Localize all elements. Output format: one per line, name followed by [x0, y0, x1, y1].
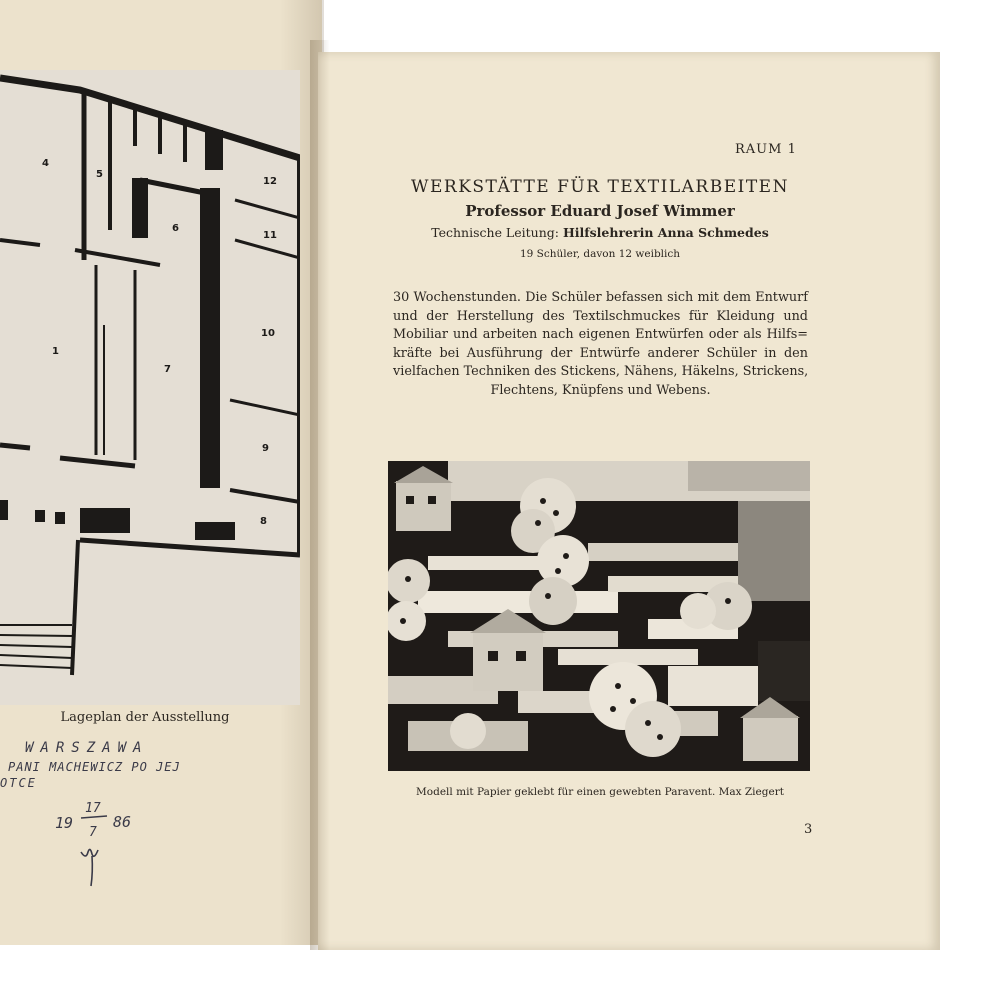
handwritten-note-line: WARSZAWA	[25, 740, 149, 756]
body-line: kräfte bei Ausführung der Entwürfe anderer Schüler in den	[393, 345, 808, 361]
handwritten-date	[55, 796, 145, 846]
svg-text:86: 86	[113, 813, 132, 831]
body-line: 30 Wochenstunden. Die Schüler befassen sich mit dem Entwurf	[393, 290, 808, 305]
handwritten-note-line: OTCE	[0, 776, 37, 790]
page-title: WERKSTÄTTE FÜR TEXTILARBEITEN	[411, 177, 789, 197]
svg-text:17: 17	[85, 801, 101, 816]
signature	[78, 842, 108, 890]
body-line: vielfachen Techniken des Stickens, Nähens, Häkelns, Strickens,	[393, 364, 809, 380]
plan-room-label: 9	[262, 443, 269, 454]
plan-room-label: 7	[164, 364, 171, 375]
floor-plan-caption: Lageplan der Ausstellung	[60, 710, 230, 725]
svg-text:19: 19	[55, 814, 74, 832]
page-number: 3	[804, 822, 813, 837]
plan-room-label: 6	[172, 223, 179, 234]
body-line: Flechtens, Knüpfens und Webens.	[490, 382, 711, 398]
technical-lead-label: Technische Leitung:	[431, 225, 559, 240]
plan-room-label: 11	[263, 230, 277, 241]
photo-caption: Modell mit Papier geklebt für einen gewebten Paravent. Max Ziegert	[416, 786, 784, 798]
body-line: Mobiliar und arbeiten nach eigenen Entwürfen oder als Hilfs=	[393, 327, 808, 343]
technical-lead	[380, 225, 820, 240]
paravent-collage-photo	[388, 461, 810, 771]
room-label: RAUM 1	[735, 142, 797, 157]
plan-room-label: 1	[52, 346, 59, 357]
student-count: 19 Schüler, davon 12 weiblich	[519, 248, 681, 260]
handwritten-note-line: PANI MACHEWICZ PO JEJ	[8, 760, 181, 774]
plan-room-label: 4	[42, 158, 49, 169]
svg-text:7: 7	[89, 825, 97, 840]
body-line: und der Herstellung des Textilschmuckes für Kleidung und	[393, 308, 808, 324]
technical-lead-name: Hilfslehrerin Anna Schmedes	[562, 225, 769, 240]
plan-room-label: 5	[96, 169, 103, 180]
professor-name: Professor Eduard Josef Wimmer	[465, 202, 735, 220]
plan-room-label: 12	[263, 176, 277, 187]
plan-room-label: 8	[260, 516, 267, 527]
book-gutter	[310, 40, 330, 950]
floor-plan	[0, 70, 300, 705]
body-text	[393, 289, 808, 401]
plan-room-label: 10	[261, 328, 275, 339]
